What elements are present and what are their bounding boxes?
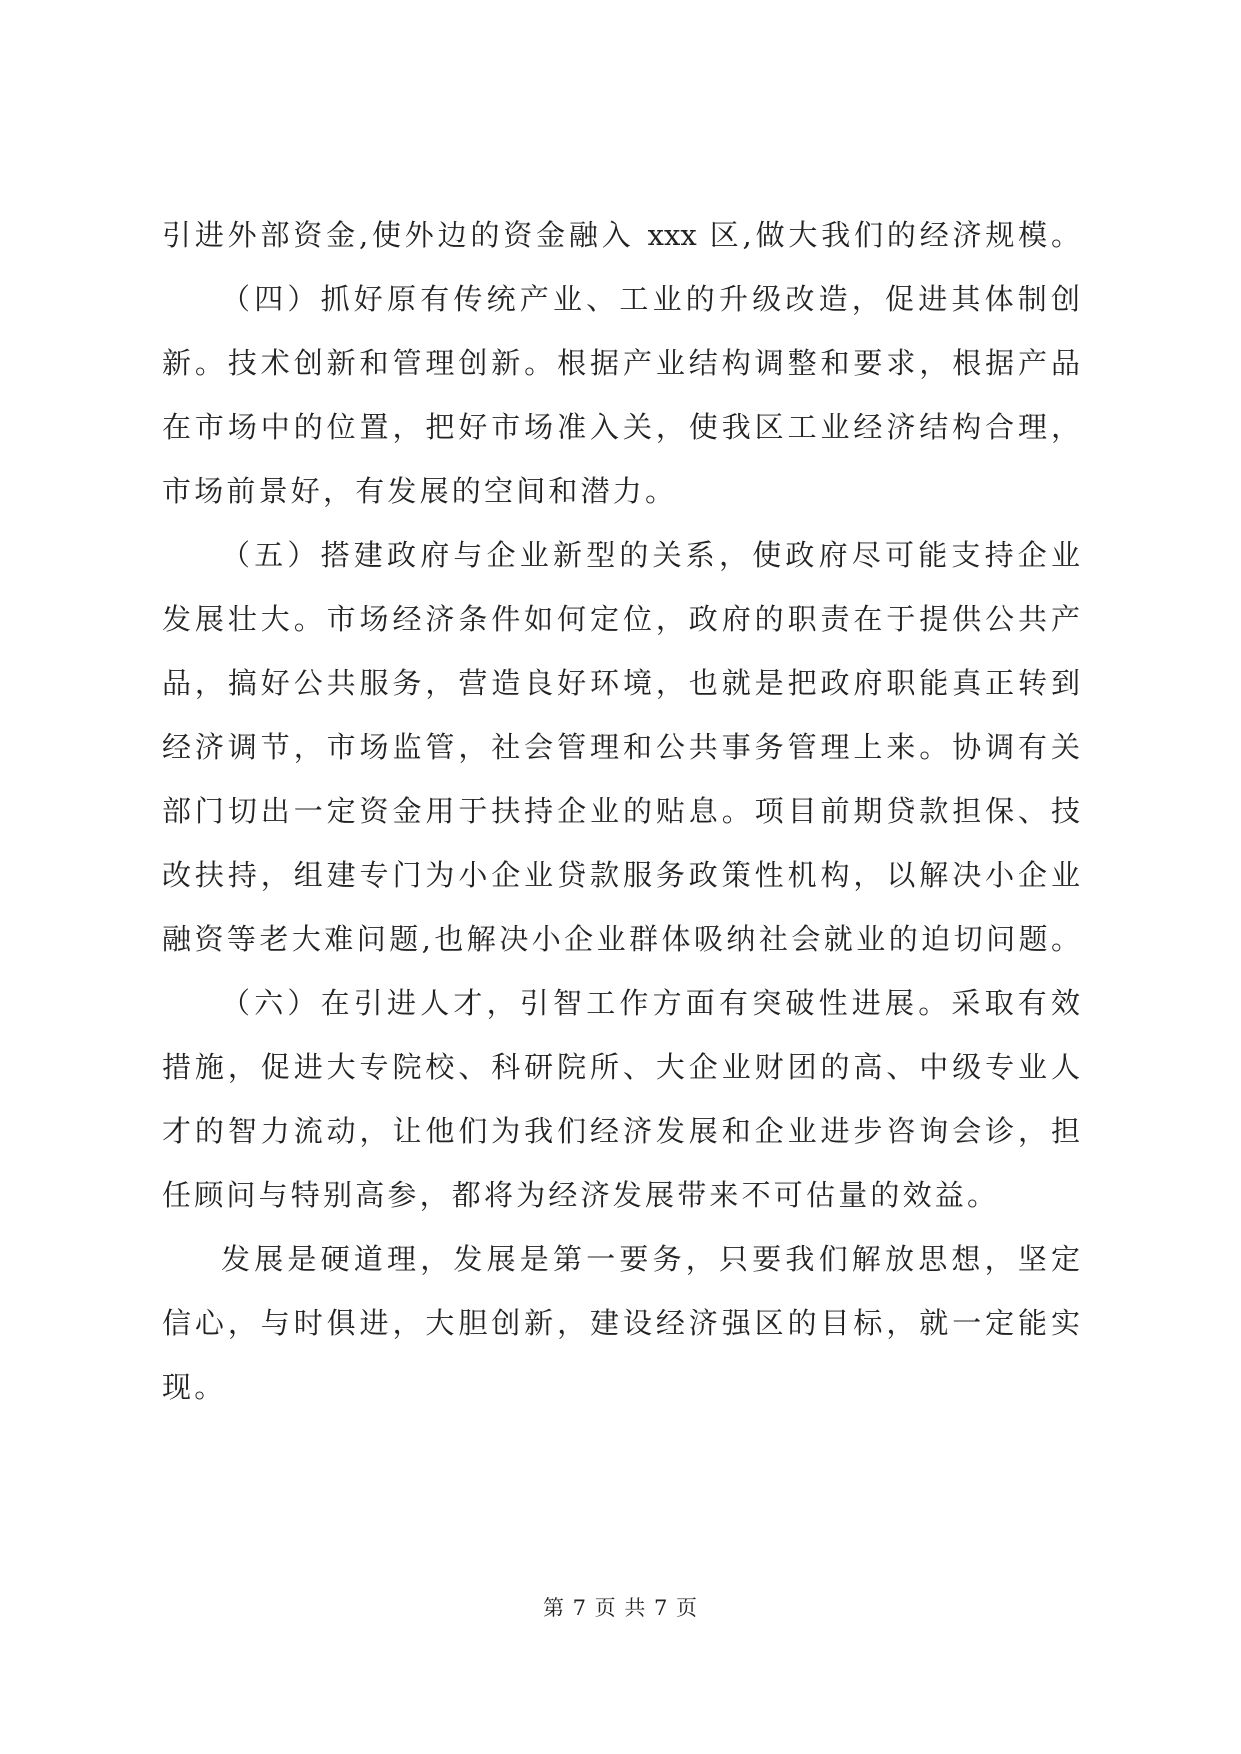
text-line: 发展是硬道理，发展是第一要务，只要我们解放思想，坚定 bbox=[221, 1242, 1080, 1276]
text-line: 措施，促进大专院校、科研院所、大企业财团的高、中级专业人 bbox=[162, 1050, 1080, 1084]
text-line: （四）抓好原有传统产业、工业的升级改造，促进其体制创 bbox=[221, 282, 1080, 316]
text-line: 引进外部资金,使外边的资金融入 xxx 区,做大我们的经济规模。 bbox=[162, 218, 1080, 252]
text-line: 发展壮大。市场经济条件如何定位，政府的职责在于提供公共产 bbox=[162, 602, 1080, 636]
text-line: 部门切出一定资金用于扶持企业的贴息。项目前期贷款担保、技 bbox=[162, 794, 1080, 828]
text-line: （六）在引进人才，引智工作方面有突破性进展。采取有效 bbox=[221, 986, 1080, 1020]
text-line: 市场前景好，有发展的空间和潜力。 bbox=[162, 474, 678, 508]
text-line: 信心，与时俱进，大胆创新，建设经济强区的目标，就一定能实 bbox=[162, 1306, 1080, 1340]
text-line: 品，搞好公共服务，营造良好环境，也就是把政府职能真正转到 bbox=[162, 666, 1080, 700]
text-line: 经济调节，市场监管，社会管理和公共事务管理上来。协调有关 bbox=[162, 730, 1080, 764]
text-line: 新。技术创新和管理创新。根据产业结构调整和要求，根据产品 bbox=[162, 346, 1080, 380]
text-line: 融资等老大难问题,也解决小企业群体吸纳社会就业的迫切问题。 bbox=[162, 922, 1080, 956]
text-line: 改扶持，组建专门为小企业贷款服务政策性机构，以解决小企业 bbox=[162, 858, 1080, 892]
document-body bbox=[162, 203, 1080, 1419]
text-line: 任顾问与特别高参，都将为经济发展带来不可估量的效益。 bbox=[162, 1178, 1000, 1212]
text-line: （五）搭建政府与企业新型的关系，使政府尽可能支持企业 bbox=[221, 538, 1080, 572]
text-line: 才的智力流动，让他们为我们经济发展和企业进步咨询会诊，担 bbox=[162, 1114, 1080, 1148]
text-line: 现。 bbox=[162, 1370, 227, 1404]
page-footer: 第 7 页 共 7 页 bbox=[542, 1596, 699, 1620]
text-line: 在市场中的位置，把好市场准入关，使我区工业经济结构合理， bbox=[162, 410, 1080, 444]
